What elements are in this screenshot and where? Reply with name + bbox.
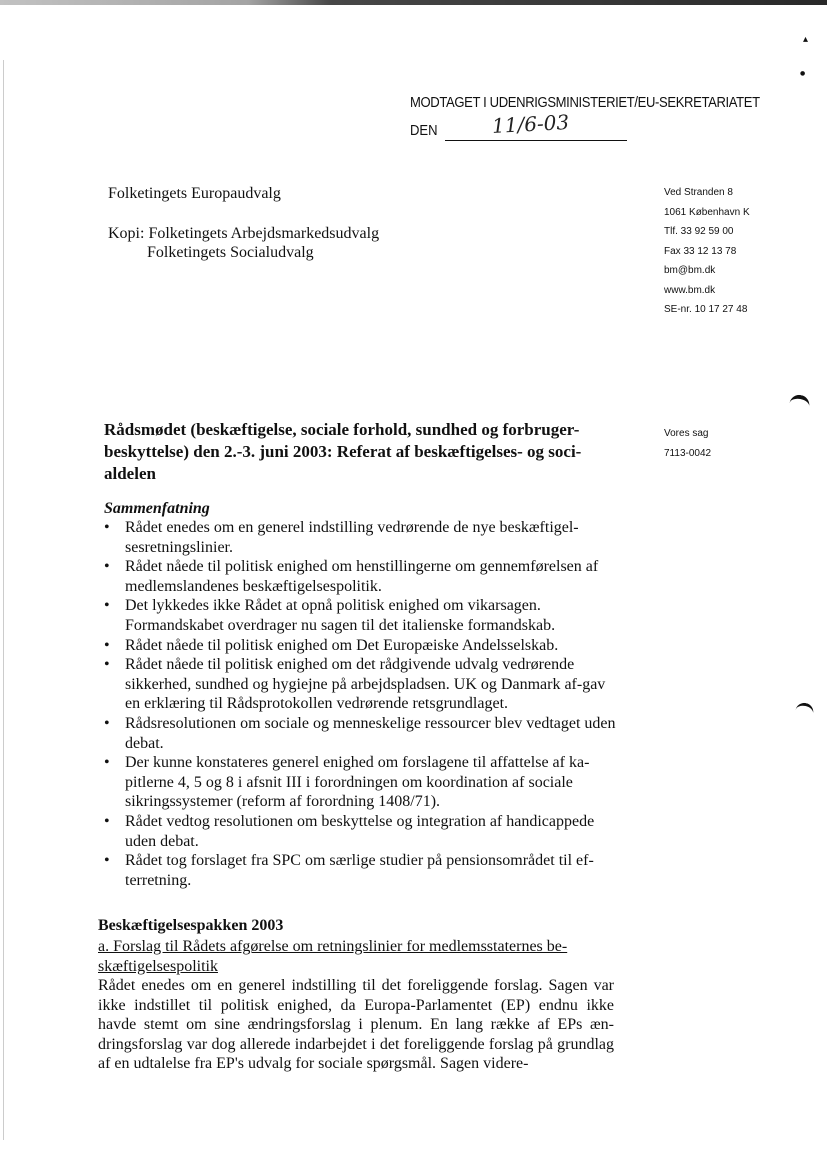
list-item: • Rådet nåede til politisk enighed om det rådgivende udvalg vedrørende sikkerhed, sundhed og hygiejne på arbejdspladsen. UK og Danmark af-gav en erklæring til Rådsprotokollen vedrørende retsgrundlaget. (104, 656, 606, 713)
list-item: • Rådet enedes om en generel indstilling vedrørende de nye beskæftigel-sesretningslinier. (104, 519, 579, 556)
summary-heading: Sammenfatning (104, 500, 210, 517)
section-body: Rådet enedes om en generel indstilling til det foreliggende forslag. Sagen var ikke indstillet til politisk enighed, da Europa-Parlamentet (EP) endnu ikke havde stemt om sine ændringsforslag i plenum. En lang række af EPs æn-dringsforslag var dog allerede indarbejdet i det foreliggende forslag på grundlag af en udtalelse fra EP's udvalg for sociale spørgsmål. Sagen videre- (98, 977, 614, 1073)
recipient-copy-2: Folketingets Socialudvalg (147, 244, 314, 261)
document-title: Rådsmødet (beskæftigelse, sociale forhold, sundhed og forbruger-beskyttelse) den 2.-3. juni 2003: Referat af beskæftigelses- og soci-aldelen (104, 420, 582, 483)
case-reference (664, 424, 711, 463)
list-item: • Rådsresolutionen om sociale og menneskelige ressourcer blev vedtaget uden debat. (104, 714, 616, 752)
sender-phone: Tlf. 33 92 59 00 (664, 226, 734, 237)
scan-top-edge (0, 0, 827, 5)
stamp-handwritten-date: 11/6-03 (491, 109, 570, 139)
summary-list (104, 518, 624, 890)
list-item: • Rådet nåede til politisk enighed om henstillingerne om gennemførelsen af medlemslandenes beskæftigelsespolitik. (104, 558, 599, 595)
section-subheading: a. Forslag til Rådets afgørelse om retningslinier for medlemsstaternes be-skæftigelsespolitik (98, 938, 568, 975)
bullet-icon: • (104, 754, 110, 772)
sender-web: www.bm.dk (664, 284, 716, 296)
case-label: Vores sag (664, 428, 709, 439)
scan-mark: ▴ (803, 34, 809, 45)
list-item: • Rådet nåede til politisk enighed om Det Europæiske Andelsselskab. (104, 636, 559, 654)
scan-mark: ● (800, 70, 806, 77)
stamp-date-label: DEN (410, 123, 438, 139)
punch-hole-mark (789, 393, 811, 408)
bullet-icon: • (104, 714, 110, 732)
sender-address (664, 183, 750, 320)
sender-street: Ved Stranden 8 (664, 187, 733, 198)
recipient-copy-1: Kopi: Folketingets Arbejdsmarkedsudvalg (108, 225, 380, 242)
recipient-main: Folketingets Europaudvalg (108, 185, 281, 202)
case-number: 7113-0042 (664, 447, 712, 459)
sender-se-nr: SE-nr. 10 17 27 48 (664, 304, 748, 315)
bullet-icon: • (104, 656, 110, 674)
list-item: • Rådet tog forslaget fra SPC om særlige studier på pensionsområdet til ef-terretning. (104, 852, 594, 889)
scan-left-edge (3, 60, 4, 1140)
sender-email: bm@bm.dk (664, 265, 716, 276)
list-item: • Det lykkedes ikke Rådet at opnå politisk enighed om vikarsagen. Formandskabet overdrager nu sagen til det italienske formandskab. (104, 597, 556, 634)
list-item: • Der kunne konstateres generel enighed om forslagene til affattelse af ka-pitlerne 4, 5 og 8 i afsnit III i forordningen om koordination af sociale sikringssystemer (reform af forordning 1408/71). (104, 754, 590, 811)
stamp-date-line (445, 140, 627, 141)
bullet-icon: • (104, 636, 110, 654)
received-stamp: MODTAGET I UDENRIGSMINISTERIET/EU-SEKRETARIATET (410, 95, 760, 111)
sender-city: 1061 København K (664, 206, 750, 218)
bullet-icon: • (104, 519, 110, 536)
bullet-icon: • (104, 812, 110, 830)
list-item: • Rådet vedtog resolutionen om beskyttelse og integration af handicappede uden debat. (104, 812, 595, 850)
bullet-icon: • (104, 558, 110, 576)
bullet-icon: • (104, 852, 110, 870)
punch-hole-mark (795, 701, 815, 716)
sender-fax: Fax 33 12 13 78 (664, 245, 737, 257)
bullet-icon: • (104, 597, 110, 615)
section-heading: Beskæftigelsespakken 2003 (98, 917, 284, 934)
